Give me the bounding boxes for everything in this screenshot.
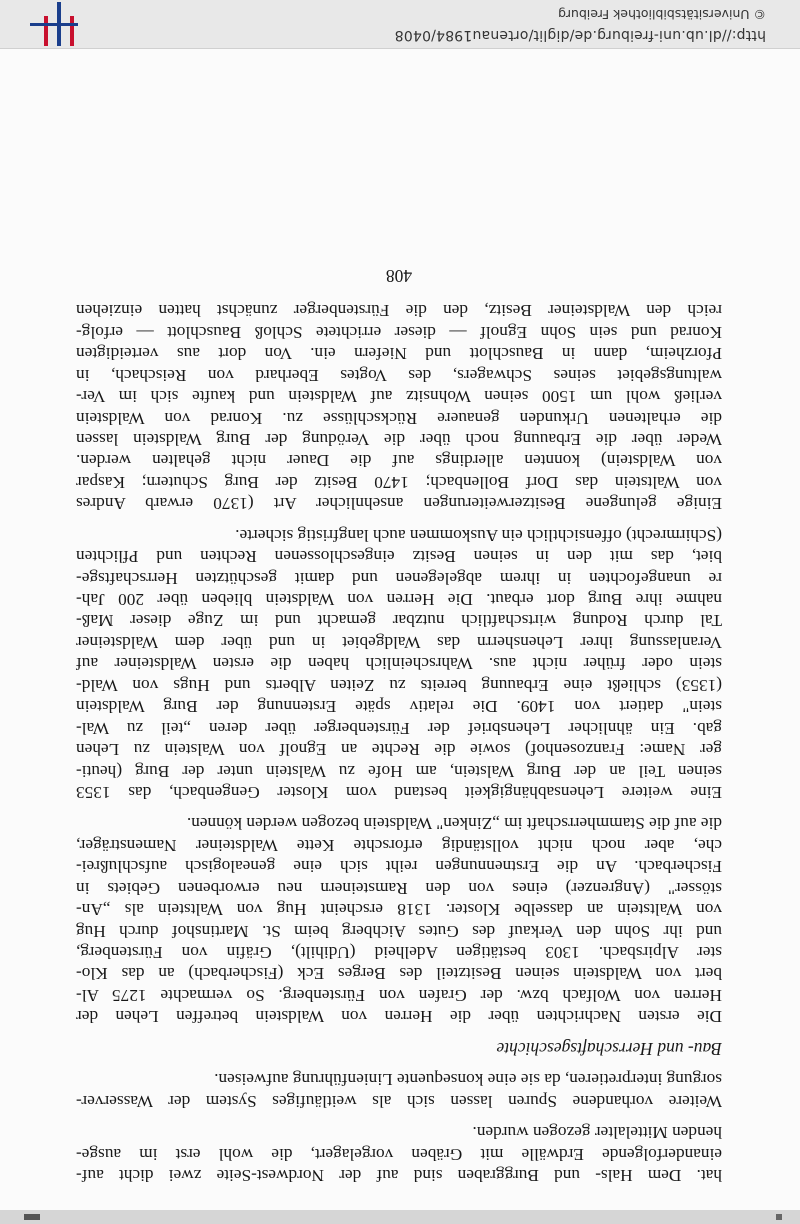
source-url[interactable]: http://dl.ub.uni-freiburg.de/diglit/ortenau1984/0408	[394, 27, 766, 43]
text-line: che, aber noch nicht vollständig erforschte Kette Waldsteiner Namensträger,	[76, 835, 722, 855]
text-line: Pforzheim, dann in Bauschlott und Niefern ein. Von dort aus verteidigten	[76, 344, 722, 364]
text-line: (Schirmrecht) offensichtlich ein Auskommen auch langfristig sicherte.	[235, 525, 722, 545]
text-line: Einige gelungene Besitzerweiterungen ansehnlicher Art (1370 erwarb Andres	[76, 494, 722, 514]
text-line: und ihr Sohn den Verkauf des Gutes Aichberg beim St. Martinshof durch Hug	[76, 921, 722, 941]
text-line: bert von Waldstein seinen Besitzteil des Berges Eck (Fischerbach) an das Klo-	[76, 964, 722, 984]
text-line: reich den Waldsteiner Besitz, den die Fürstenberger zunächst hatten einziehen	[76, 301, 722, 321]
text-line: stein" datiert von 1409. Die relativ späte Erstennung der Burg Waldstein	[76, 697, 722, 717]
text-line: Veranlassung ihrer Lehensherrn das Waldgebiet in und über dem Waldsteiner	[76, 632, 722, 652]
footer-bar	[0, 0, 800, 49]
paragraph	[76, 1069, 722, 1112]
paragraph	[76, 1122, 722, 1186]
paragraph	[76, 813, 722, 1027]
text-line: (1353) schließt eine Erbauung bereits zu Zeiten Alberts und Hugs von Wald-	[76, 675, 722, 695]
edge-mark	[776, 1214, 782, 1220]
text-line: einanderfolgende Erdwälle mit Gräben vorgelagert, die wohl erst im ausge-	[76, 1144, 722, 1164]
text-line: gab. Ein ähnlicher Lehensbrief der Fürstenberger über deren „teil zu Wal-	[76, 718, 722, 738]
logo-bar-red	[70, 16, 74, 46]
library-logo-icon	[30, 2, 78, 46]
text-line: henden Mittelalter gezogen wurden.	[472, 1123, 722, 1143]
viewer-edge-strip	[0, 1210, 800, 1224]
page-text	[76, 264, 722, 1186]
text-line: Weder über die Erbauung noch über die Verödung der Burg Waldstein lassen	[76, 430, 722, 449]
text-line: Eine weitere Lehensabhängigkeit bestand vom Kloster Gengenbach, das 1353	[76, 783, 722, 802]
text-line: hat. Dem Hals- und Burggraben sind auf der Nordwest-Seite zwei dicht auf-	[76, 1166, 722, 1185]
text-line: verließ wohl um 1500 seinen Wohnsitz auf Waldstein und kaufte sich im Ver-	[76, 387, 722, 407]
text-line: die erhaltenen Urkunden genauere Rückschlüsse zu. Konrad von Waldstein	[76, 408, 722, 428]
section-heading: Bau- und Herrschaftsgeschichte	[496, 1038, 722, 1059]
text-line: Konrad und sein Sohn Egnolf — dieser errichtete Schloß Bauschlott — erfolg-	[76, 322, 722, 342]
text-line: Die ersten Nachrichten über die Herren von Waldstein betreffen Lehen der	[76, 1007, 722, 1027]
logo-crossbar	[30, 23, 78, 26]
text-line: die auf die Stammherrschaft im „Zinken" Waldstein bezogen werden können.	[186, 814, 722, 834]
copyright-notice: © Universitätsbibliothek Freiburg	[558, 7, 766, 22]
paragraph	[76, 524, 722, 803]
text-line: stein oder früher nicht aus. Wahrscheinlich haben die ersten Waldsteiner auf	[76, 654, 722, 674]
text-line: von Waldstein) konnten allerdings auf die Dauer nicht gehalten werden.	[76, 451, 722, 471]
text-line: biet, das mit den in seinen Besitz eingeschlossenen Rechten und Pflichten	[76, 547, 722, 567]
text-line: von Waltstein das Dorf Bollenbach; 1470 Besitz der Burg Schutern; Kaspar	[76, 472, 722, 492]
text-line: sorgung interpretieren, da sie eine konsequente Linienführung aufweisen.	[214, 1070, 722, 1090]
text-line: Tal durch Rodung wirtschaftlich nutzbar gemacht und im Zuge dieser Maß-	[76, 611, 722, 631]
text-line: ster Alpirsbach. 1303 bestätigen Adelheid (Udihilt), Gräfin von Fürstenberg,	[76, 943, 722, 963]
text-line: ger Name: Franzosenhof) sowie die Rechte an Egnolf von Walstein zu Lehen	[76, 740, 722, 760]
logo-bar-red	[44, 16, 48, 46]
text-line: re unangefochten in ihrem abgelegenen und damit geschützten Herrschaftsge-	[76, 568, 722, 588]
text-line: seinen Teil an der Burg Walstein, am Hofe zu Walstein unter der Burg (heuti-	[76, 761, 722, 781]
text-line: nahme ihre Burg dort erbaut. Die Herren von Waldstein blieben über 200 Jah-	[76, 590, 722, 610]
page-number: 408	[385, 265, 413, 286]
text-line: stösser" (Angrenzer) eines von den Ramsteinern neu erworbenen Gebiets in	[76, 878, 722, 898]
text-line: von Waltstein an dasselbe Kloster. 1318 erscheint Hug von Waltstein als „An-	[76, 900, 722, 920]
text-line: Weitere vorhandene Spuren lassen sich als weitläufiges System der Wasserver-	[76, 1091, 722, 1111]
text-line: waltungsgebiet seines Schwagers, des Vogtes Eberhard von Reischach, in	[76, 365, 722, 385]
paragraph	[76, 300, 722, 514]
text-line: Fischerbach. An die Erstnennungen reiht sich eine genealogisch aufschlußrei-	[76, 857, 722, 877]
text-line: Herren von Wolfach bzw. der Grafen von Fürstenberg. So vermachte 1275 Al-	[76, 985, 722, 1005]
edge-mark	[24, 1214, 40, 1220]
